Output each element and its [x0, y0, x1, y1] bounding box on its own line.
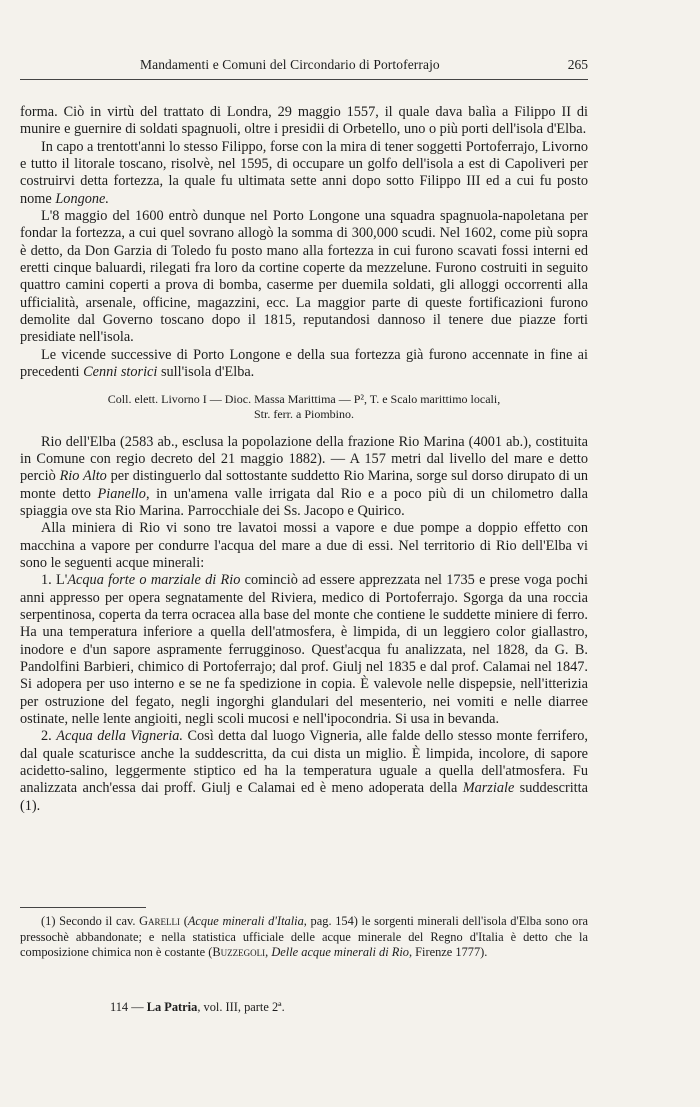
paragraph-text: suddescritta (1).: [20, 780, 588, 814]
footnote-text: , pag. 154) le sorgenti minerali dell'isola d'Elba sono ora pressochè abbandonate; e nella statistica ufficiale delle acque minerale del Regno d'Italia è detto che la composizione chimica non è costante (: [20, 914, 588, 960]
note-line: Str. ferr. a Piombino.: [254, 407, 354, 421]
italic-term: Marziale: [462, 780, 515, 797]
paragraph-text: cominciò ad essere apprezzata nel 1735 e prese voga pochi anni appresso per opera segnatamente del Riviera, medico di Portoferrajo. Sgorga da una roccia serpentinosa, coperta da terra ocracea alla base del monte che contiene le suddette miniere di ferro. Ha una temperatura inferiore a quella dell'atmosfera, è limpida, di un leggiero color giallastro, inodore e d'un sapore aspramente ferrugginoso. Quest'acqua fu analizzata, nel 1828, da G. B. Pandolfini Barbieri, chimico di Portoferrajo; dal prof. Giulj nel 1835 e dal prof. Calamai nel 1847. Si adopera per uso interno e se ne fa spedizione in copia. È valevole nelle dispepsie, nell'itterizia per ostruzione del fegato, negli ingorghi glandulari del mesenterio, nei vomiti e nelle diarree ostinate, nelle lente angioiti, negli scoli mucosi e nell'ipocondria. Si usa in bevanda.: [20, 572, 589, 727]
paragraph: [20, 434, 588, 521]
paragraph: [20, 139, 588, 208]
page-number: 265: [567, 57, 588, 72]
paragraph: [20, 728, 588, 815]
paragraph: [20, 520, 588, 572]
footnote-text: (: [180, 914, 188, 928]
italic-term: Acqua della Vigneria.: [56, 728, 183, 745]
running-title: Mandamenti e Comuni del Circondario di Portoferrajo: [140, 57, 440, 72]
footnotes: [20, 914, 588, 961]
italic-term: Longone.: [55, 190, 109, 207]
paragraph-text: L'8 maggio del 1600 entrò dunque nel Porto Longone una squadra spagnuola-napoletana per fondar la fortezza, a cui quel sovrano allogò la somma di 300,000 scudi. Nel 1602, come più sopra è detto, da Don Garzia di Toledo fu posto mano alla fortezza in cui furono scavati fossi interni ed eretti cinque baluardi, rilegati fra loro da cortine coperte da mezzelune. Furono costruiti in seguito quattro camini coperti a prova di bomba, caserme per duemila soldati, gli alloggi occorrenti alla ufficialità, arsenale, officine, magazzini, ecc. La maggior parte di queste fortificazioni furono demolite dal Governo toscano dopo il 1815, reputandosi dannoso il tenere due piazze forti presidiate nell'isola.: [20, 208, 588, 346]
paragraph: [20, 208, 588, 347]
italic-term: Acqua forte o marziale di Rio: [67, 572, 241, 589]
footnote-text: ,: [265, 945, 272, 960]
author-name: Buzzegoli: [212, 945, 266, 960]
signature-text: 114 —: [110, 1000, 147, 1014]
paragraph-text: In capo a trentott'anni lo stesso Filippo, forse con la mira di tener soggetti Portoferrajo, Livorno e tutto il litorale toscano, risolvè, nel 1595, di occupare un golfo dell'isola a est di Capoliveri per costruirvi detta fortezza, la quale fu ultimata sette anni dopo sotto Filippo III ed a cui fu posto nome: [20, 138, 588, 207]
paragraph: [20, 104, 588, 139]
italic-term: Cenni storici: [83, 364, 158, 381]
italic-term: Pianello: [97, 485, 146, 502]
paragraph-text: , in un'amena valle irrigata dal Rio e a poco più di un chilometro dalla spiaggia ove sta Rio Marina. Parrocchiale dei Ss. Jacopo e Quirico.: [20, 485, 588, 519]
paragraph-text: 1. L': [41, 572, 68, 589]
paragraph: [20, 347, 588, 382]
footnote-rule: [20, 907, 146, 908]
footnote-text: , Firenze 1777).: [408, 945, 488, 960]
book-title: Delle acque minerali di Rio: [271, 945, 409, 960]
paragraph-text: forma. Ciò in virtù del trattato di Londra, 29 maggio 1557, il quale dava balìa a Filippo II di munire e guernire di soldati spagnuoli, oltre i presidii di Orbetello, uno o più porti dell'isola d'Elba.: [20, 104, 588, 138]
paragraph: [20, 572, 588, 728]
paragraph-text: Alla miniera di Rio vi sono tre lavatoi mossi a vapore e due pompe a doppio effetto con macchina a vapore per condurre l'acqua del mare a due di essi. Nel territorio di Rio dell'Elba vi sono le seguenti acque minerali:: [20, 520, 588, 571]
paragraph-text: Le vicende successive di Porto Longone e della sua fortezza già furono accennate in fine ai precedenti: [20, 346, 588, 381]
footnote: [20, 914, 588, 961]
entry-title: Rio dell'Elba: [41, 433, 116, 450]
main-text: [20, 104, 588, 815]
printer-signature: [110, 1000, 285, 1015]
italic-term: Rio Alto: [59, 468, 107, 485]
electoral-note: [20, 392, 588, 423]
signature-text: , vol. III, parte 2ª.: [197, 1000, 285, 1014]
book-title: Acque minerali d'Italia: [187, 914, 304, 928]
note-line: Coll. elett. Livorno I — Dioc. Massa Marittima — P², T. e Scalo marittimo locali,: [107, 391, 501, 406]
paragraph-text: 2.: [41, 728, 57, 745]
paragraph-text: sull'isola d'Elba.: [157, 364, 255, 381]
paragraph-text: per distinguerlo dal sottostante suddetto Rio Marina, sorge sul dorso dirupato di un monte detto: [20, 468, 589, 502]
publication-title: La Patria: [146, 1000, 198, 1014]
paragraph-text: (2583 ab., esclusa la popolazione della frazione Rio Marina (4001 ab.), costituita in Comune con regio decreto del 21 maggio 1882). — A 157 metri dal livello del mare e detto perciò: [20, 433, 588, 485]
footnote-text: (1) Secondo il cav.: [41, 914, 140, 928]
header-rule: [20, 79, 588, 80]
paragraph-text: Così detta dal luogo Vigneria, alle falde dello stesso monte ferrifero, dal quale scaturisce anche la suddescritta, da cui dista un miglio. È limpida, incolore, di sapore acidetto-salino, leggermente stiptico ed ha la temperatura uguale a quella dell'atmosfera. Fu analizzata anch'essa dai proff. Giulj e Calamai ed è meno adoperata della: [20, 728, 588, 797]
author-name: Garelli: [139, 914, 181, 928]
